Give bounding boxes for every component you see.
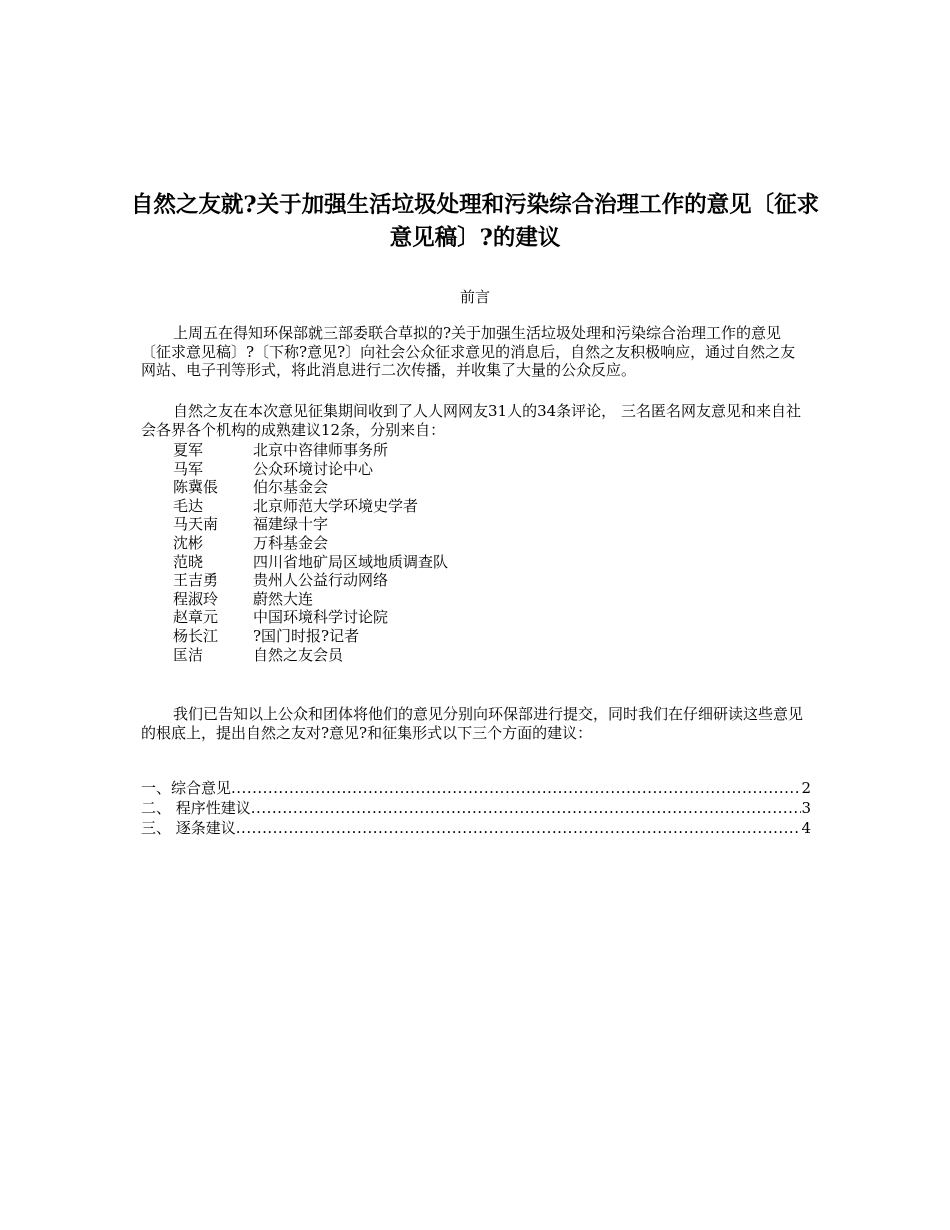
contributor-name: 赵章元: [173, 608, 219, 627]
contributor-organization: 中国环境科学讨论院: [253, 608, 389, 627]
contributor-row: [173, 460, 813, 479]
contributor-organization: 自然之友会员: [253, 645, 344, 664]
contributor-row: [173, 441, 813, 460]
contributor-name: 范晓: [173, 552, 204, 571]
intro-paragraph: 上周五在得知环保部就三部委联合草拟的?关于加强生活垃圾处理和污染综合治理工作的意见〔征求意见稿〕?〔下称?意见?〕向社会公众征求意见的消息后，自然之友积极响应，通过自然之友网站、电子刊等形式，将此消息进行二次传播，并收集了大量的公众反应。: [141, 324, 796, 379]
contributor-organization: 福建绿十字: [253, 515, 329, 534]
contributor-name: 马天南: [173, 515, 219, 534]
contributor-row: [173, 571, 813, 590]
toc-entry-label: 二、 程序性建议: [141, 799, 251, 817]
document-title: 自然之友就?关于加强生活垃圾处理和污染综合治理工作的意见〔征求意见稿〕?的建议: [130, 192, 820, 251]
toc-leader-dots: [251, 798, 802, 818]
contributor-name: 杨长江: [173, 626, 219, 645]
contributor-organization: 蔚然大连: [253, 589, 314, 608]
toc-entry-general-opinions[interactable]: [141, 778, 811, 798]
contributor-row: [173, 534, 813, 553]
contributor-organization: 北京师范大学环境史学者: [253, 496, 419, 515]
contributor-row: [173, 627, 813, 646]
contributor-organization: 贵州人公益行动网络: [253, 571, 389, 590]
contributor-name: 毛达: [173, 496, 204, 515]
contributor-organization: ?国门时报?记者: [253, 626, 360, 645]
toc-page-number: 2: [801, 779, 811, 797]
contributor-name: 陈冀倀: [173, 478, 219, 497]
toc-leader-dots: [231, 778, 801, 798]
contributor-row: [173, 497, 813, 516]
feedback-summary-paragraph: 自然之友在本次意见征集期间收到了人人网网友31人的34条评论， 三名匿名网友意见和来自社会各界各个机构的成熟建议12条，分别来自：: [141, 402, 801, 439]
contributor-organization: 伯尔基金会: [253, 478, 329, 497]
contributor-organization: 公众环境讨论中心: [253, 459, 374, 478]
contributor-row: [173, 515, 813, 534]
toc-page-number: 3: [801, 799, 811, 817]
contributor-name: 王吉勇: [173, 571, 219, 590]
contributor-name: 程淑玲: [173, 589, 219, 608]
toc-leader-dots: [236, 818, 802, 838]
contributor-name: 马军: [173, 459, 204, 478]
toc-entry-label: 三、 逐条建议: [141, 819, 236, 837]
contributor-row: [173, 590, 813, 609]
toc-entry-procedural-suggestions[interactable]: [141, 798, 811, 818]
contributor-organization: 北京中咨律师事务所: [253, 441, 389, 459]
contributor-organization: 万科基金会: [253, 533, 329, 552]
contributor-row: [173, 553, 813, 572]
preface-heading: 前言: [459, 288, 490, 306]
contributor-row: [173, 478, 813, 497]
contributor-organization: 四川省地矿局区域地质调查队: [253, 552, 449, 571]
contributor-list: [173, 441, 813, 664]
toc-entry-article-suggestions[interactable]: [141, 818, 811, 838]
contributor-name: 沈彬: [173, 533, 204, 552]
toc-entry-label: 一、综合意见: [141, 779, 232, 797]
contributor-name: 匡洁: [173, 645, 204, 664]
submission-paragraph: 我们已告知以上公众和团体将他们的意见分别向环保部进行提交，同时我们在仔细研读这些意见的根底上，提出自然之友对?意见?和征集形式以下三个方面的建议：: [141, 705, 804, 742]
contributor-row: [173, 646, 813, 665]
contributor-row: [173, 608, 813, 627]
toc-page-number: 4: [801, 819, 811, 837]
contributor-name: 夏军: [173, 441, 204, 459]
table-of-contents: [141, 778, 811, 838]
